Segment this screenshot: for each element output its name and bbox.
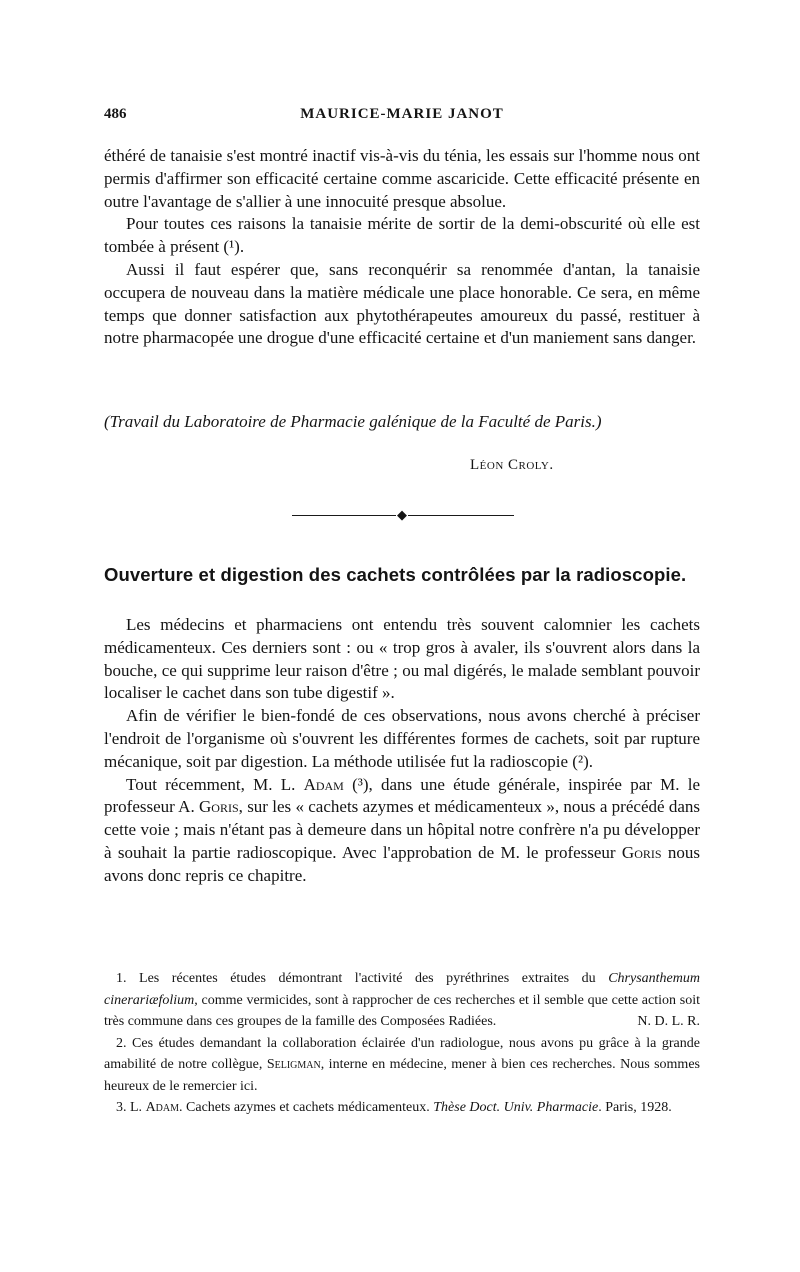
text-run: 2. Ces études demandant la collaboration éclairée d'un radiologue, nous avons pu grâce à la grande amabilité de notre collègue, — [104, 1035, 700, 1072]
footnote-2 — [104, 1033, 700, 1098]
author-signature: Léon Croly. — [470, 457, 554, 473]
paragraph: Afin de vérifier le bien-fondé de ces observations, nous avons cherché à préciser l'endroit de l'organisme où s'ouvrent les différentes formes de cachets, soit par rupture mécanique, soit par digestion. La méthode utilisée fut la radioscopie (²). — [104, 706, 700, 771]
running-title: MAURICE-MARIE JANOT — [300, 106, 504, 122]
article-body — [104, 614, 700, 888]
text-run: nous avons donc repris ce chapitre. — [104, 842, 700, 885]
author-name: Goris — [621, 842, 662, 862]
text-run: Tout récemment, M. L. — [126, 774, 304, 794]
footnote-1 — [104, 968, 700, 1033]
author-name: Adam — [145, 1100, 180, 1115]
paragraph: Les médecins et pharmaciens ont entendu très souvent calomnier les cachets médicamenteux. Ces derniers sont : ou « trop gros à avaler, ils s'ouvrent alors dans la bouche, ce qui supprime leur raison d'être ; ou mal digérés, le malade semblant pouvoir localiser le cachet dans son tube digestif ». — [104, 615, 700, 703]
text-run: . Cachets azymes et cachets médicamenteux. — [179, 1100, 434, 1115]
article-title: Ouverture et digestion des cachets contrôlées par la radioscopie. — [104, 564, 687, 585]
species-name: Chrysanthemum cinerariæfolium — [104, 971, 700, 1008]
paragraph: Pour toutes ces raisons la tanaisie mérite de sortir de la demi-obscurité où elle est tombée à présent (¹). — [104, 214, 700, 257]
text-run: 1. Les récentes études démontrant l'activité des pyréthrines extraites du — [116, 971, 609, 986]
thesis-title: Thèse Doct. Univ. Pharmacie — [433, 1100, 599, 1115]
top-text — [104, 145, 700, 350]
lab-credit: (Travail du Laboratoire de Pharmacie galénique de la Faculté de Paris.) — [104, 412, 602, 431]
footnotes — [104, 968, 700, 1119]
author-name: Seligman — [266, 1057, 321, 1072]
author-name: Adam — [303, 774, 344, 794]
text-run: . Paris, 1928. — [598, 1100, 672, 1115]
paragraph: Aussi il faut espérer que, sans reconquérir sa renommée d'antan, la tanaisie occupera de nouveau dans la matière médicale une place honorable. Ce sera, en même temps que donner satisfaction aux phytothérapeutes amoureux du passé, restituer à notre pharmacopée une drogue d'une efficacité certaine et d'un maniement sans danger. — [104, 259, 700, 348]
text-run: , interne en médecine, mener à bien ces recherches. Nous sommes heureux de le remercier ici. — [104, 1057, 700, 1094]
paragraph — [104, 774, 700, 888]
text-run: 3. L. — [116, 1100, 146, 1115]
diamond-ornament: ◆ — [397, 507, 407, 522]
running-header — [104, 106, 700, 130]
editor-signature: N. D. L. R. — [637, 1014, 700, 1029]
paragraph: éthéré de tanaisie s'est montré inactif vis-à-vis du ténia, les essais sur l'homme nous ont permis d'affirmer son efficacité certaine comme ascaricide. Cette efficacité présente en outre l'avantage de s'allier à une innocuité presque absolue. — [104, 146, 700, 211]
text-run: , comme vermicides, sont à rapprocher de ces recherches et il semble que cette action soit très commune dans ces groupes de la famille des Composées Radiées. — [104, 992, 700, 1029]
section-divider — [292, 508, 514, 522]
author-name: Goris — [199, 797, 239, 817]
text-run: (³), dans une étude générale, inspirée par M. le professeur A. — [104, 774, 700, 817]
text-run: , sur les « cachets azymes et médicamenteux », nous a précédé dans cette voie ; mais n'étant pas à demeure dans un hôpital notre confrère n'a pu développer à souhait la partie radioscopique. Avec l'approbation de M. le professeur — [104, 797, 700, 862]
footnote-3 — [104, 1097, 700, 1119]
page-number: 486 — [104, 106, 127, 122]
